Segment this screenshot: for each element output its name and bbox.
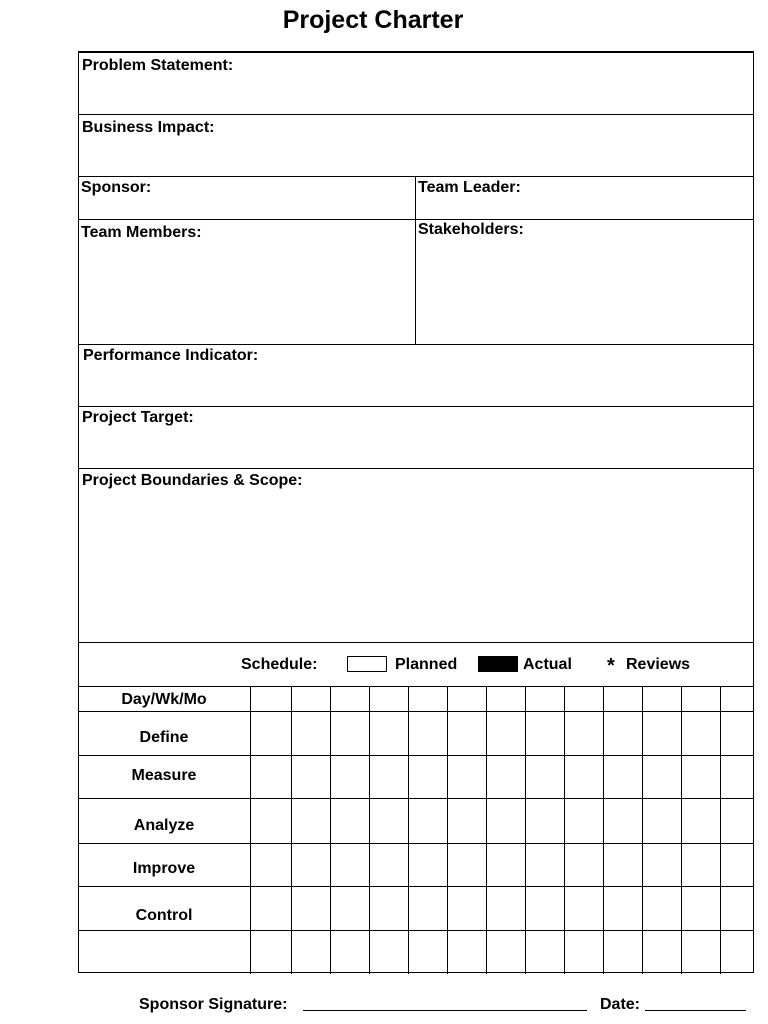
row-divider xyxy=(79,843,753,844)
team-members-label: Team Members: xyxy=(81,224,202,241)
phase-measure: Measure xyxy=(131,767,197,784)
schedule-grid-line xyxy=(250,686,251,974)
schedule-grid-line xyxy=(291,686,292,974)
row-divider xyxy=(79,468,753,469)
schedule-header-label: Day/Wk/Mo xyxy=(121,691,207,708)
charter-form xyxy=(78,51,754,973)
row-divider xyxy=(79,642,753,643)
schedule-grid-line xyxy=(447,686,448,974)
schedule-grid-line xyxy=(369,686,370,974)
schedule-grid-line xyxy=(486,686,487,974)
schedule-grid-line xyxy=(525,686,526,974)
row-divider xyxy=(79,344,753,345)
row-divider xyxy=(79,176,753,177)
schedule-grid-line xyxy=(603,686,604,974)
project-target-label: Project Target: xyxy=(82,409,194,426)
sponsor-label: Sponsor: xyxy=(81,179,152,196)
date-label: Date: xyxy=(600,996,641,1013)
schedule-grid-line xyxy=(330,686,331,974)
reviews-label: Reviews xyxy=(626,656,691,673)
row-divider xyxy=(79,930,753,931)
boundaries-scope-label: Project Boundaries & Scope: xyxy=(82,472,303,489)
row-divider xyxy=(79,886,753,887)
phase-analyze: Analyze xyxy=(133,817,195,834)
schedule-grid-line xyxy=(564,686,565,974)
row-divider xyxy=(79,406,753,407)
planned-swatch xyxy=(347,656,387,672)
reviews-star-icon: * xyxy=(607,655,615,677)
actual-label: Actual xyxy=(523,656,572,673)
column-divider xyxy=(415,176,416,344)
page-title: Project Charter xyxy=(282,6,464,34)
schedule-grid-line xyxy=(408,686,409,974)
row-divider xyxy=(79,114,753,115)
phase-define: Define xyxy=(139,729,189,746)
actual-swatch xyxy=(478,656,518,672)
date-line[interactable] xyxy=(645,1010,746,1011)
phase-improve: Improve xyxy=(132,860,196,877)
schedule-grid-line xyxy=(720,686,721,974)
row-divider xyxy=(79,711,753,712)
performance-indicator-label: Performance Indicator: xyxy=(83,347,259,364)
planned-label: Planned xyxy=(395,656,458,673)
sponsor-signature-label: Sponsor Signature: xyxy=(139,996,288,1013)
phase-control: Control xyxy=(135,907,193,924)
row-divider xyxy=(79,219,753,220)
team-leader-label: Team Leader: xyxy=(418,179,521,196)
schedule-grid-line xyxy=(681,686,682,974)
row-divider xyxy=(79,686,753,687)
problem-statement-label: Problem Statement: xyxy=(82,57,234,74)
schedule-label: Schedule: xyxy=(241,656,318,673)
schedule-grid-line xyxy=(642,686,643,974)
stakeholders-label: Stakeholders: xyxy=(418,221,524,238)
business-impact-label: Business Impact: xyxy=(82,119,215,136)
sponsor-signature-line[interactable] xyxy=(303,1010,587,1011)
row-divider xyxy=(79,755,753,756)
row-divider xyxy=(79,798,753,799)
